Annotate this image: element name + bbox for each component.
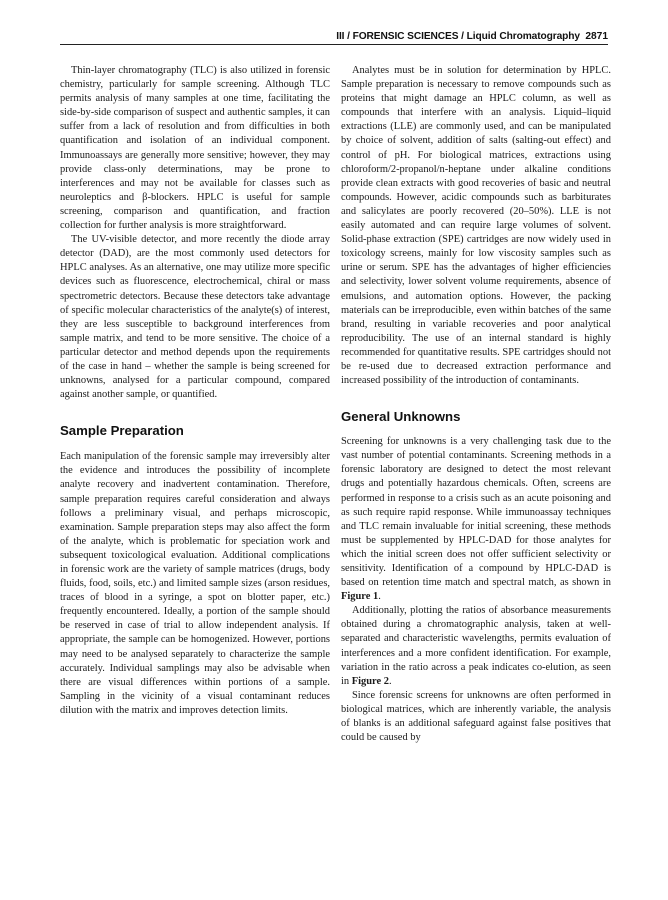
paragraph-extraction: Analytes must be in solution for determination by HPLC. Sample preparation is necessary to remove compounds such as proteins that might damage an HPLC column, as well as compounds that interfere with an analysis. Liquid–liquid extractions (LLE) are commonly used, and can be manipulated by choice of solvent, addition of salts (salting-out effect) and control of pH. For biological matrices, extractions using chloroform/2-propanol/n-heptane under alkaline conditions provide clean extracts with good recoveries of basic and neutral compounds. However, acidic compounds such as barbiturates and salicylates are poorly recovered (20–50%). LLE is not easily automated and can require large volumes of solvent. Solid-phase extraction (SPE) cartridges are now widely used in toxicology screens, mainly for low viscosity samples such as urine or serum. SPE has the advantages of higher efficiencies and selectivity, lower solvent volume requirements, absence of emulsions, and automation options. However, the packing materials can be irreproducible, even within batches of the same brand, resulting in variable recoveries and poor analytical reproducibility. The use of an internal standard is highly recommended for quantitative results. SPE cartridges should not be re-used due to decreased extraction performance and increased possibility of the introduction of contaminants. [341,65,611,387]
figure-2-reference[interactable]: Figure 2 [351,675,389,687]
paragraph-absorbance [341,604,611,689]
right-column [341,64,611,745]
paragraph-sample-preparation: Each manipulation of the forensic sample may irreversibly alter the evidence and introduces the possibility of incomplete analyte recovery and inadvertent contamination. Therefore, sample preparation requires careful consideration and always follows a preliminary visual, and perhaps microscopic, examination. Sample preparation steps may also affect the form of the analyte, which is problematic for speciation work and subsequent toxicological evaluation. Additional complications in forensic work are the variety of sample matrices (drugs, body fluids, food, soils, etc.) and limited sample sizes (arson residues, traces of blood in a syringe, a spot on blotter paper, etc.) frequently encountered. Ideally, a portion of the sample should be reserved in case of trial to allow independent analysis. If appropriate, the sample can be homogenized. However, portions may need to be analysed separately to characterize the sample accurately. Individual samplings may also be advisable when there are visual differences within portions of a sample. Sampling in the vicinity of a visual contaminant reduces dilution with the matrix and improves detection limits. [60,451,330,716]
paragraph-detectors: The UV-visible detector, and more recently the diode array detector (DAD), are the most commonly used detectors for HPLC analyses. As an alternative, one may utilize more specific devices such as fluorescence, electrochemical, chiral or mass spectrometric detectors. Because these detectors take advantage of specific molecular characteristics of the analyte(s) of interest, they are less susceptible to background interferences from sample matrix, and tend to be more sensitive. The choice of a particular detector and method depends upon the requirements of the case in hand – whether the sample is being screened for unknowns, analysed for a particular compound, compared against another sample, or quantified. [60,234,330,401]
paragraph-screening [341,435,611,604]
paragraph-screening-end: . [378,591,381,603]
figure-1-reference[interactable]: Figure 1 [341,591,379,603]
page-header [0,0,668,46]
section-heading-general-unknowns: General Unknowns [341,409,461,425]
paragraph-tlc: Thin-layer chromatography (TLC) is also utilized in forensic chemistry, particularly for sample screening. Although TLC permits analysis of many samples at one time, facilitating the side-by-side comparison of suspect and authentic samples, it can suffer from a lack of resolution and from difficulties in both quantification and isolation of an individual component. Immunoassays are generally more sensitive; however, they may provide class-only determinations, may be prone to interferences and may not be available for classes such as neuroleptics and β-blockers. HPLC is useful for sample screening, comparison and quantification, and fraction collection for further analysis is more straightforward. [60,65,330,232]
paragraph-absorbance-text: Additionally, plotting the ratios of absorbance measurements obtained during a chromatographic analysis, taken at well-separated and characteristic wavelengths, permits evaluation of interferences and a more confident identification. For example, variation in the ratio across a peak indicates co-elution, as seen in [341,605,611,687]
paragraph-blanks: Since forensic screens for unknowns are often performed in biological matrices, which are inherently variable, the analysis of blanks is an additional safeguard against false positives that could be caused by [341,689,611,744]
page-number: 2871 [585,31,608,42]
running-head: III / FORENSIC SCIENCES / Liquid Chromatography [336,31,580,42]
header-rule [60,44,608,45]
left-column [60,64,330,718]
section-heading-sample-preparation: Sample Preparation [60,423,184,439]
paragraph-screening-text: Screening for unknowns is a very challenging task due to the vast number of potential contaminants. Screening methods in a forensic laboratory are designed to detect the most relevant drugs and potentially hazardous chemicals. Often, screens are performed in response to a crisis such as an acute poisoning and as such require rapid response. While immunoassay techniques and TLC remain invaluable for initial screening, these methods must be supplemented by HPLC-DAD for those analytes for which the initial screen does not offer sufficient selectivity or sensitivity. Identification of a compound by HPLC-DAD is based on retention time match and spectral match, as shown in [341,436,611,589]
paragraph-absorbance-end: . [388,675,392,687]
